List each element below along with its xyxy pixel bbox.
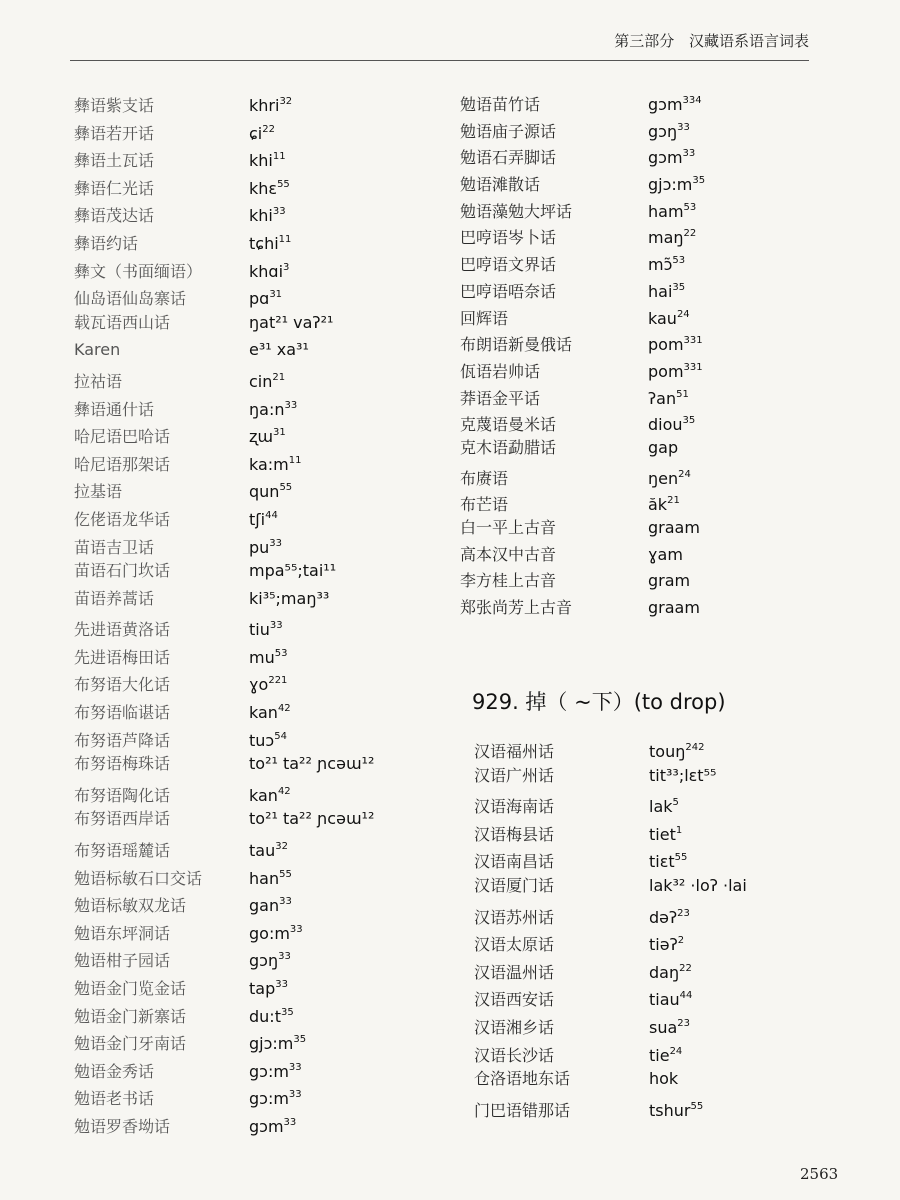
word-form-text: to²¹ ta²² ɲcəɯ¹² [249,754,375,774]
word-form-text: khri [249,96,280,115]
entry-row [460,275,820,302]
language-name: 苗语石门坎话 [74,561,171,581]
tone-number: 33 [275,979,288,990]
entry-row [74,585,434,613]
language-name: 彝语约话 [74,233,139,253]
entry-row [474,1010,834,1038]
word-form-text: tie [649,1045,670,1065]
word-form-text: kan [249,703,278,723]
tone-number: 55 [690,1100,704,1112]
word-form-text: tau [249,841,276,861]
language-name: 巴哼语岑卜话 [460,228,557,248]
entry-row [460,568,820,595]
language-name: 仙岛语仙岛寨话 [74,289,187,309]
entry-row [460,195,820,222]
word-form [249,309,333,337]
language-name: 勉语标敏石口交话 [74,868,203,888]
tone-number: 221 [268,675,288,687]
entry-row [460,168,820,195]
entry-row [74,557,434,585]
tone-number: 21 [272,371,286,383]
language-name: 勉语标敏双龙话 [74,896,187,916]
entry-row [74,833,434,861]
entry-row [474,955,834,983]
tone-number: 44 [265,509,278,521]
language-name: 彝语茂达话 [74,206,155,226]
entry-row [74,805,434,833]
entry-row [474,1093,834,1121]
word-form-text: tiəʔ [649,935,678,955]
language-name: 哈尼语巴哈话 [74,427,171,447]
entry-row [474,1065,834,1093]
language-name: 苗语养蒿话 [74,588,155,608]
entry-row [74,281,434,309]
word-form-text: gɔŋ [249,951,279,971]
tone-number: 1 [675,824,683,836]
language-name: 勉语石弄脚话 [460,148,557,168]
entry-row [74,750,434,778]
word-form-text: ʔan [648,388,677,408]
word-form-text: gɔ:m [249,1061,289,1081]
entry-row [74,88,434,116]
word-form-text: gɔ:m [249,1089,289,1109]
language-name: 哈尼语那架话 [74,454,171,474]
entry-row [474,817,834,845]
language-name: 勉语苗竹话 [460,95,541,114]
tone-number: 5 [672,797,679,809]
entry-row [474,734,834,762]
language-name: 汉语太原话 [474,935,555,955]
language-name: 布努语芦降话 [74,730,171,750]
tone-number: 55 [277,178,290,190]
language-name: 布努语梅珠话 [74,754,171,774]
entry-row [74,1081,434,1109]
language-name: 勉语庙子源话 [460,121,557,141]
tone-number: 33 [677,121,690,133]
language-name: 汉语广州话 [474,765,555,785]
word-form-text: diou [648,415,683,435]
entry-row [460,355,820,382]
tone-number: 32 [275,841,288,853]
language-name: 勉语罗香坳话 [74,1116,171,1136]
language-name: 布赓语 [460,468,509,488]
tone-number: 53 [672,255,686,267]
entry-row [474,872,834,900]
word-form [648,515,700,542]
section-title: 929. 掉（ ~下）(to drop) [472,690,726,714]
word-form-text: kau [648,308,677,328]
word-form-text: graam [648,598,700,618]
entry-row [474,1038,834,1066]
tone-number: 33 [283,1116,297,1128]
tone-number: 35 [672,281,686,293]
language-name: Karen [74,340,121,360]
word-form [249,1109,296,1141]
tone-number: 331 [683,361,703,373]
entry-row [74,943,434,971]
word-form-text: han [249,868,280,888]
entry-row [74,667,434,695]
tone-number: 23 [677,1017,691,1029]
word-form-text: tiɛt [649,852,675,872]
right-column [460,88,820,622]
word-form-text: go:m [249,923,290,943]
language-name: 汉语梅县话 [474,824,555,844]
word-form-text: khi [249,151,273,171]
tone-number: 24 [678,468,691,480]
word-form-text: tɕhi [249,233,279,253]
tone-number: 31 [269,289,283,301]
word-form-text: cin [249,371,273,391]
entry-row [74,530,434,558]
section-entries [474,734,834,1120]
language-name: 载瓦语西山话 [74,312,171,332]
tone-number: 24 [676,308,690,320]
language-name: 布努语瑶麓话 [74,841,171,861]
word-form-text: ham [648,201,684,221]
entry-row [74,640,434,668]
word-form-text: tiu [249,620,270,640]
entry-row [74,226,434,254]
entry-row [74,695,434,723]
language-name: 布努语西岸话 [74,809,171,829]
entry-row [474,844,834,872]
entry-row [460,221,820,248]
word-form-text: khɑi [249,261,284,281]
word-form-text: ŋa:n [249,399,285,419]
word-form-text: graam [648,518,700,537]
word-form-text: ŋen [648,468,679,488]
word-form-text: e³¹ xa³¹ [249,340,309,360]
word-form [249,750,374,778]
word-form-text: pom [648,335,684,355]
word-form [249,805,374,833]
tone-number: 22 [683,228,697,240]
word-form-text: ăk [648,495,668,515]
tone-number: 35 [692,175,706,187]
tone-number: 2 [677,935,685,947]
entry-row [74,336,434,364]
word-form-text: maŋ [648,228,684,248]
tone-number: 35 [682,415,696,427]
language-name: 汉语长沙话 [474,1045,555,1065]
word-form [648,542,683,569]
word-form-text: pom [648,361,684,381]
entry-row [74,171,434,199]
entry-row [74,1026,434,1054]
language-name: 彝语通什话 [74,399,155,419]
word-form-text: gɔm [249,1116,284,1136]
entry-row [74,1054,434,1082]
entry-row [460,542,820,569]
word-form-text: ka:m [249,454,289,474]
tone-number: 33 [682,148,696,160]
entry-row [74,723,434,751]
tone-number: 33 [269,620,283,632]
entry-row [74,999,434,1027]
word-form-text: ɣam [648,544,683,564]
entry-row [74,474,434,502]
word-form-text: khi [249,206,273,226]
language-name: 勉语金门览金话 [74,979,187,998]
word-form-text: to²¹ ta²² ɲcəɯ¹² [249,809,375,829]
word-form-text: tit³³;lɛt⁵⁵ [649,765,717,785]
header-title: 汉藏语系语言词表 [688,32,809,50]
tone-number: 33 [272,206,286,218]
tone-number: 42 [277,703,291,715]
entry-row [460,302,820,329]
entry-row [74,392,434,420]
word-form-text: khɛ [249,178,278,198]
language-name: 汉语海南话 [474,797,555,817]
word-form-text: tiet [649,824,676,844]
language-name: 勉语滩散话 [460,175,541,195]
tone-number: 24 [669,1045,683,1057]
language-name: 高本汉中古音 [460,544,557,564]
entry-row [460,248,820,275]
word-form-text: gap [648,437,679,457]
entry-row [74,309,434,337]
tone-number: 11 [288,454,302,466]
entry-row [460,515,820,542]
word-form-text: gɔm [648,148,683,168]
word-form [648,595,700,622]
header-rule [70,60,809,61]
entry-row [74,778,434,806]
language-name: 仓洛语地东话 [474,1069,571,1089]
language-name: 先进语黄洛话 [74,620,171,640]
tone-number: 33 [284,399,298,411]
tone-number: 22 [679,962,692,974]
language-name: 布芒语 [460,495,509,515]
entry-row [74,971,434,999]
entry-row [460,462,820,489]
word-form-text: kan [249,785,278,805]
entry-row [474,789,834,817]
word-form [649,1093,703,1125]
entry-row [474,900,834,928]
word-form-text: tʃi [249,509,266,529]
language-name: 勉语金门新寨话 [74,1006,187,1026]
word-form-text: pɑ [249,289,270,309]
word-form-text: lak³² ·loʔ ·lai [649,875,747,895]
word-form [648,435,678,462]
language-name: 彝语土瓦话 [74,151,155,171]
entry-row [74,1109,434,1137]
word-form-text: gjɔ:m [648,175,693,195]
entry-row [474,927,834,955]
word-form [249,585,329,613]
tone-number: 11 [272,151,286,163]
language-name: 勉语金门牙南话 [74,1034,187,1054]
word-form [649,762,716,790]
entry-row [74,916,434,944]
entry-row [474,762,834,790]
language-name: 莽语金平话 [460,388,541,408]
left-column [74,88,434,1137]
tone-number: 21 [667,495,680,507]
entry-row [74,419,434,447]
language-name: 克木语勐腊话 [460,437,557,457]
tone-number: 331 [683,335,703,347]
word-form [249,557,336,585]
language-name: 汉语苏州话 [474,907,555,927]
tone-number: 32 [279,96,293,107]
language-name: 布努语临谌话 [74,703,171,723]
language-name: 布努语大化话 [74,675,171,695]
word-form-text: gram [648,571,691,591]
entry-row [74,612,434,640]
language-name: 勉语金秀话 [74,1061,155,1081]
word-form-text: ki³⁵;maŋ³³ [249,588,330,608]
entry-row [460,488,820,515]
word-form-text: gan [249,896,280,916]
word-form-text: ŋat²¹ vaʔ²¹ [249,312,334,332]
word-form-text: qun [249,482,280,502]
word-form-text: pu [249,537,270,557]
language-name: 白一平上古音 [460,518,557,537]
word-form-text: tuɔ [249,730,275,750]
word-form-text: hai [648,281,673,301]
word-form [649,1065,678,1093]
word-form-text: sua [649,1017,678,1037]
tone-number: 33 [288,1061,302,1073]
word-form-text: gɔŋ [648,121,678,141]
language-name: 勉语柑子园话 [74,951,171,971]
language-name: 拉祜语 [74,371,123,391]
word-form-text: dəʔ [649,907,678,927]
word-form-text: du:t [249,1006,281,1026]
tone-number: 242 [685,742,705,753]
tone-number: 23 [677,907,690,919]
language-name: 回辉语 [460,308,509,328]
language-name: 门巴语错那话 [474,1100,571,1120]
language-name: 佤语岩帅话 [460,361,541,381]
word-form-text: tshur [649,1100,691,1120]
language-name: 汉语厦门话 [474,875,555,895]
entry-row [460,408,820,435]
word-form-text: ʐɯ [249,427,273,447]
tone-number: 44 [679,990,693,1002]
tone-number: 33 [278,951,291,963]
entry-row [460,328,820,355]
entry-row [74,143,434,171]
tone-number: 3 [283,261,290,273]
entry-row [74,364,434,392]
entry-row [460,141,820,168]
language-name: 汉语西安话 [474,990,555,1010]
language-name: 汉语南昌话 [474,852,555,872]
entry-row [460,435,820,462]
tone-number: 22 [262,123,275,135]
language-name: 彝语若开话 [74,123,155,143]
header-part: 第三部分 [614,32,675,50]
word-form-text: touŋ [649,742,686,761]
page-number: 2563 [800,1165,839,1183]
tone-number: 51 [676,388,689,400]
language-name: 勉语藻勉大坪话 [460,201,573,221]
entry-row [460,88,820,115]
word-form-text: ɕi [249,123,263,143]
tone-number: 55 [279,868,292,880]
word-form [649,872,747,900]
tone-number: 31 [272,427,286,439]
tone-number: 33 [289,923,303,935]
tone-number: 35 [280,1006,294,1018]
tone-number: 53 [683,201,697,213]
word-form-text: gjɔ:m [249,1034,294,1054]
entry-row [460,382,820,409]
word-form-text: tiau [649,990,680,1010]
language-name: 汉语福州话 [474,742,555,761]
language-name: 彝语紫支话 [74,96,155,115]
word-form [648,568,690,595]
word-form-text: ɣo [249,675,269,695]
tone-number: 33 [279,896,292,908]
language-name: 拉基语 [74,482,123,502]
language-name: 布努语陶化话 [74,785,171,805]
language-name: 勉语老书话 [74,1089,155,1109]
entry-row [74,888,434,916]
language-name: 克蔑语曼米话 [460,415,557,435]
language-name: 彝文（书面缅语） [74,261,203,281]
entry-row [74,198,434,226]
tone-number: 11 [278,233,292,245]
tone-number: 55 [279,482,293,494]
tone-number: 35 [293,1034,307,1046]
word-form-text: gɔm [648,95,683,114]
language-name: 彝语仁光话 [74,178,155,198]
tone-number: 53 [274,647,288,659]
language-name: 苗语吉卫话 [74,537,155,557]
language-name: 勉语东坪洞话 [74,923,171,943]
language-name: 李方桂上古音 [460,571,557,591]
tone-number: 33 [269,537,283,549]
language-name: 汉语温州话 [474,962,555,982]
language-name: 巴哼语唔奈话 [460,281,557,301]
tone-number: 55 [674,852,688,864]
word-form [249,336,309,364]
word-form-text: daŋ [649,962,680,982]
tone-number: 33 [288,1089,302,1101]
word-form-text: tap [249,979,276,998]
word-form-text: hok [649,1069,679,1089]
entry-row [74,116,434,144]
language-name: 巴哼语文界话 [460,255,557,275]
tone-number: 54 [274,730,287,742]
language-name: 布朗语新曼俄话 [460,335,573,355]
word-form-text: mu [249,647,275,667]
entry-row [460,115,820,142]
tone-number: 42 [277,785,291,797]
language-name: 先进语梅田话 [74,647,171,667]
entry-row [74,447,434,475]
tone-number: 334 [682,95,702,106]
word-form-text: mɔ̃ [648,255,673,275]
entry-row [74,861,434,889]
entry-row [74,254,434,282]
language-name: 仡佬语龙华话 [74,509,171,529]
language-name: 汉语湘乡话 [474,1017,555,1037]
language-name: 郑张尚芳上古音 [460,598,573,618]
entry-row [74,502,434,530]
entry-row [460,595,820,622]
word-form-text: lak [649,797,673,817]
running-header [0,30,809,51]
word-form-text: mpa⁵⁵;tai¹¹ [249,561,337,581]
entry-row [474,982,834,1010]
